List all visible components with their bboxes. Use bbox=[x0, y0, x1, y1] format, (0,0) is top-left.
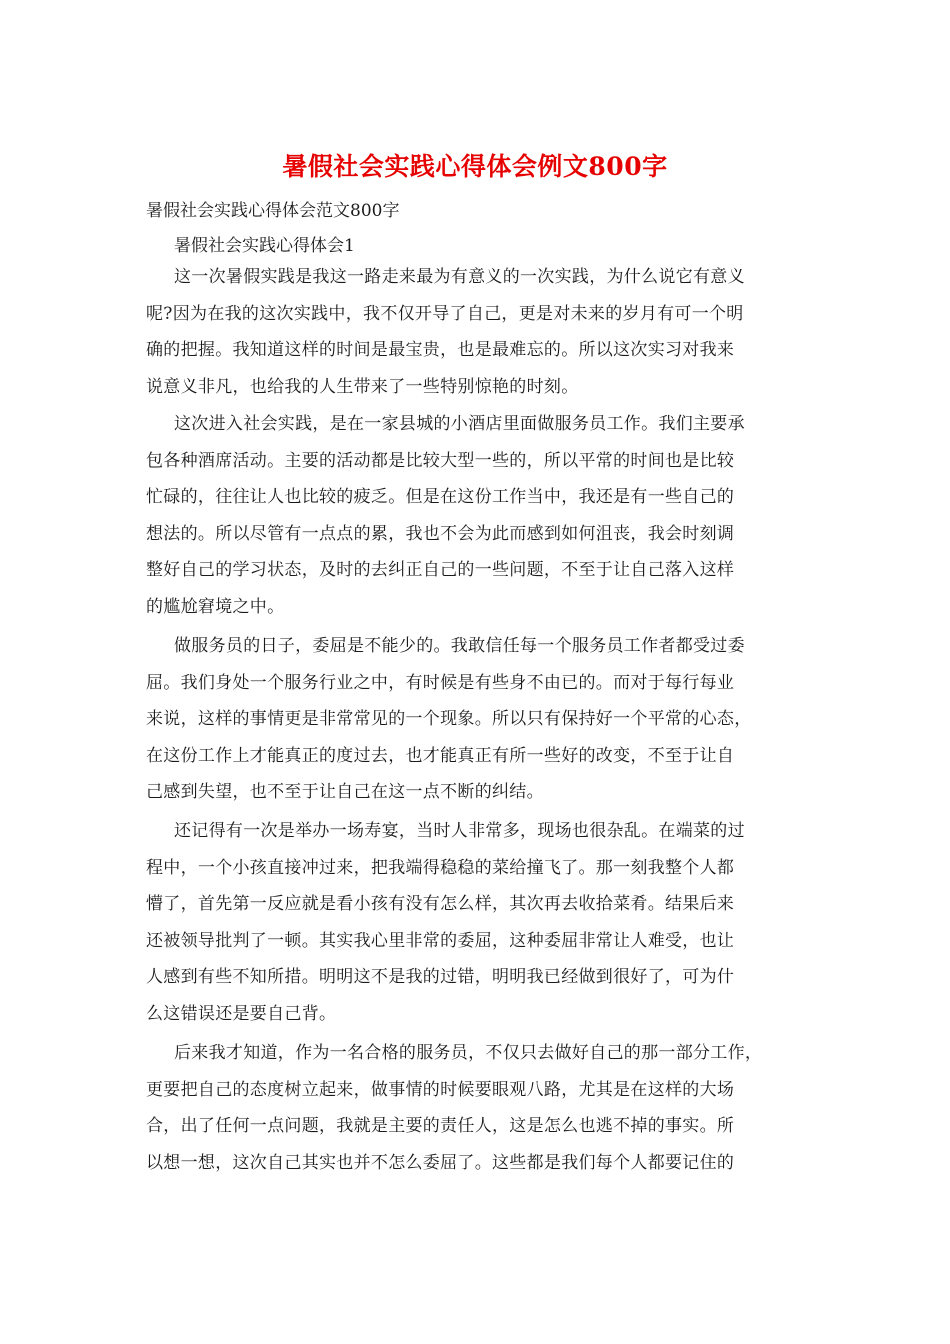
paragraph-line: 合，出了任何一点问题，我就是主要的责任人，这是怎么也逃不掉的事实。所 bbox=[146, 1116, 735, 1136]
paragraph-line: 确的把握。我知道这样的时间是最宝贵，也是最难忘的。所以这次实习对我来 bbox=[146, 340, 735, 360]
paragraph-line: 还记得有一次是举办一场寿宴，当时人非常多，现场也很杂乱。在端菜的过 bbox=[174, 821, 745, 841]
paragraph-line: 在这份工作上才能真正的度过去，也才能真正有所一些好的改变，不至于让自 bbox=[146, 745, 735, 766]
paragraph-line: 做服务员的日子，委屈是不能少的。我敢信任每一个服务员工作者都受过委 bbox=[174, 636, 745, 656]
paragraph-line: 还被领导批判了一顿。其实我心里非常的委屈，这种委屈非常让人难受，也让 bbox=[146, 930, 735, 951]
section-heading: 暑假社会实践心得体会1 bbox=[174, 236, 355, 256]
paragraph-5 bbox=[146, 1035, 806, 1181]
paragraph-line: 想法的。所以尽管有一点点的累，我也不会为此而感到如何沮丧，我会时刻调 bbox=[146, 523, 735, 544]
paragraph-line: 包各种酒席活动。主要的活动都是比较大型一些的，所以平常的时间也是比较 bbox=[146, 450, 735, 471]
paragraph-line: 来说，这样的事情更是非常常见的一个现象。所以只有保持好一个平常的心态， bbox=[146, 709, 752, 729]
paragraph-line: 人感到有些不知所措。明明这不是我的过错，明明我已经做到很好了，可为什 bbox=[146, 967, 735, 987]
paragraph-2 bbox=[146, 406, 806, 625]
paragraph-line: 更要把自己的态度树立起来，做事情的时候要眼观八路，尤其是在这样的大场 bbox=[146, 1079, 735, 1100]
paragraph-line: 这次进入社会实践，是在一家县城的小酒店里面做服务员工作。我们主要承 bbox=[174, 414, 745, 434]
paragraph-line: 整好自己的学习状态，及时的去纠正自己的一些问题，不至于让自己落入这样 bbox=[146, 560, 735, 580]
paragraph-line: 这一次暑假实践是我这一路走来最为有意义的一次实践，为什么说它有意义 bbox=[174, 267, 745, 287]
paragraph-line: 后来我才知道，作为一名合格的服务员，不仅只去做好自己的那一部分工作， bbox=[174, 1043, 763, 1063]
paragraph-3 bbox=[146, 628, 806, 811]
paragraph-line: 己感到失望，也不至于让自己在这一点不断的纠结。 bbox=[146, 782, 544, 802]
paragraph-line: 呢?因为在我的这次实践中，我不仅开导了自己，更是对未来的岁月有可一个明 bbox=[146, 303, 744, 324]
document-title: 暑假社会实践心得体会例文800字 bbox=[282, 152, 668, 181]
paragraph-line: 么这错误还是要自己背。 bbox=[146, 1003, 337, 1024]
paragraph-line: 的尴尬窘境之中。 bbox=[146, 596, 285, 617]
paragraph-line: 懵了，首先第一反应就是看小孩有没有怎么样，其次再去收拾菜肴。结果后来 bbox=[146, 894, 735, 914]
paragraph-line: 说意义非凡，也给我的人生带来了一些特别惊艳的时刻。 bbox=[146, 376, 579, 397]
paragraph-1 bbox=[146, 259, 806, 405]
paragraph-line: 以想一想，这次自己其实也并不怎么委屈了。这些都是我们每个人都要记住的 bbox=[146, 1152, 735, 1173]
paragraph-line: 程中，一个小孩直接冲过来，把我端得稳稳的菜给撞飞了。那一刻我整个人都 bbox=[146, 857, 735, 878]
document-subtitle: 暑假社会实践心得体会范文800字 bbox=[146, 201, 400, 221]
paragraph-4 bbox=[146, 813, 806, 1032]
paragraph-line: 忙碌的，往往让人也比较的疲乏。但是在这份工作当中，我还是有一些自己的 bbox=[146, 487, 735, 507]
paragraph-line: 屈。我们身处一个服务行业之中，有时候是有些身不由已的。而对于每行每业 bbox=[146, 672, 735, 693]
